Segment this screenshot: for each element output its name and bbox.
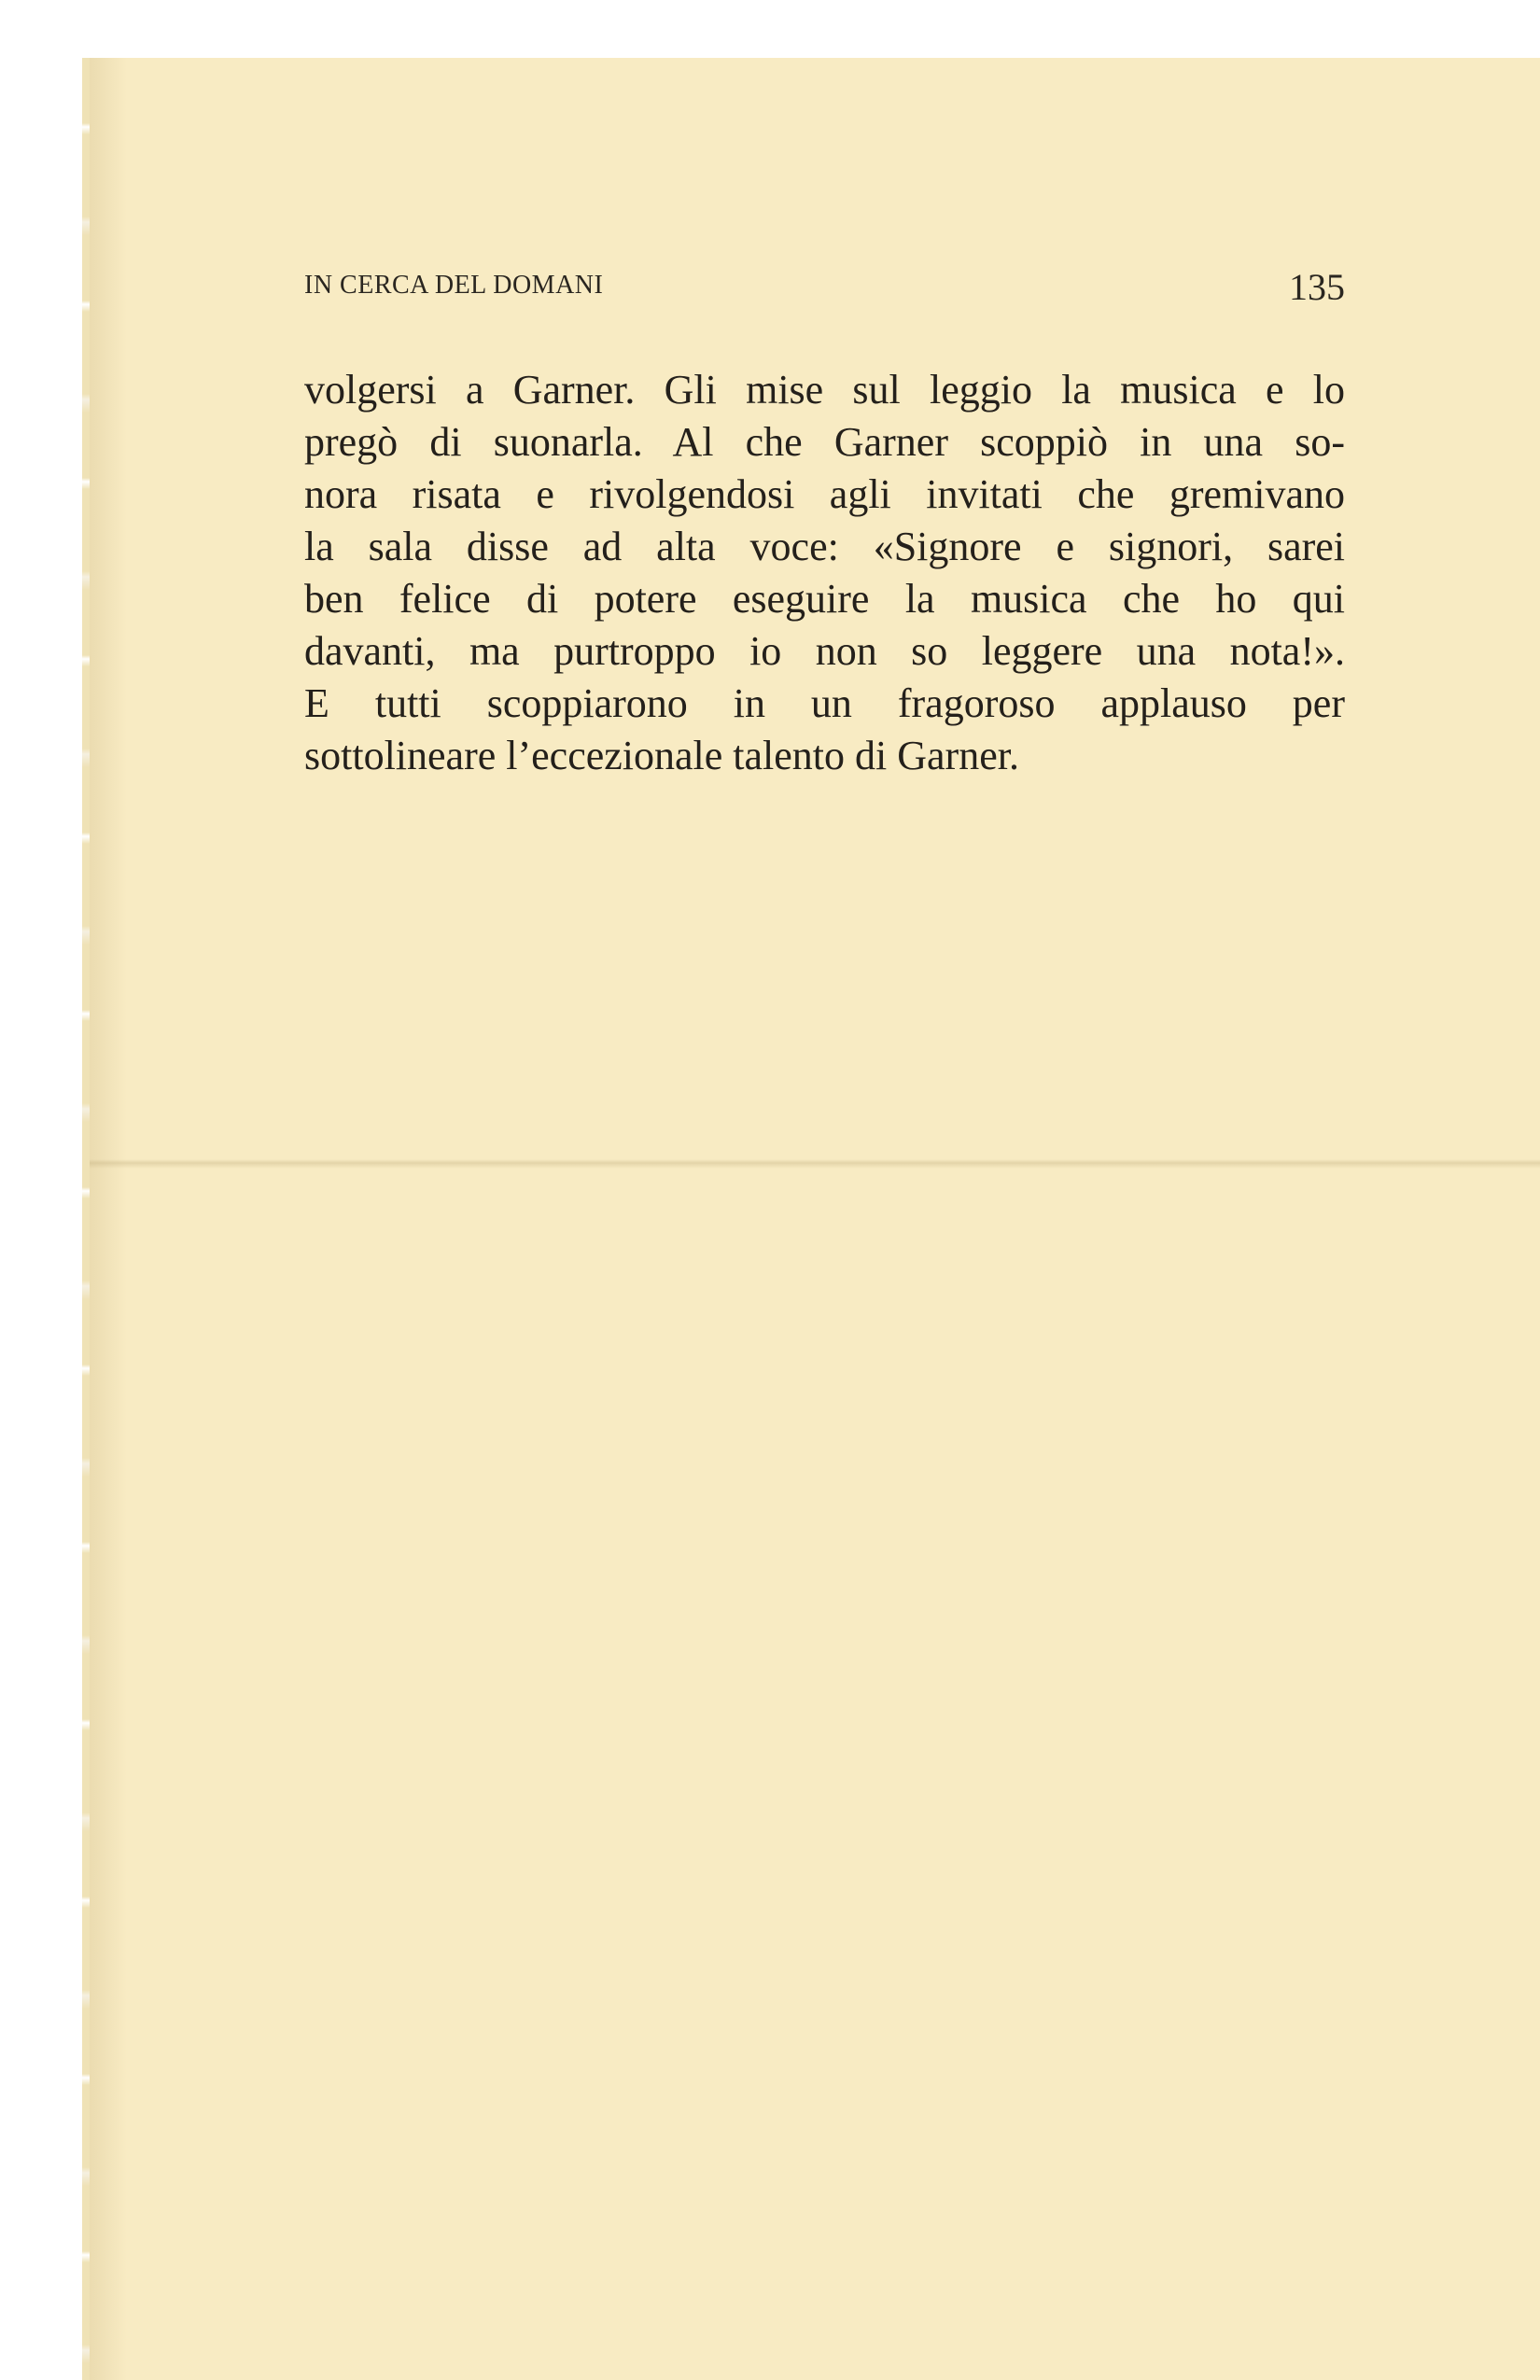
text-line: la sala disse ad alta voce: «Signore e signori, sarei [304, 524, 1345, 569]
page-number: 135 [1289, 266, 1345, 308]
text-line: sottolineare l’eccezionale talento di Garner. [304, 733, 1019, 778]
running-title: IN CERCA DEL DOMANI [304, 271, 604, 300]
text-line: davanti, ma purtroppo io non so leggere una nota!». [304, 628, 1345, 674]
text-line: volgersi a Garner. Gli mise sul leggio la musica e lo [304, 367, 1345, 413]
text-line: nora risata e rivolgendosi agli invitati che gremivano [304, 471, 1345, 517]
running-header [304, 266, 1345, 315]
text-line: pregò di suonarla. Al che Garner scoppiò in una so- [304, 419, 1345, 465]
text-line: E tutti scoppiarono in un fragoroso applauso per [304, 680, 1345, 726]
text-line: ben felice di potere eseguire la musica che ho qui [304, 576, 1345, 622]
body-text [304, 364, 1345, 782]
